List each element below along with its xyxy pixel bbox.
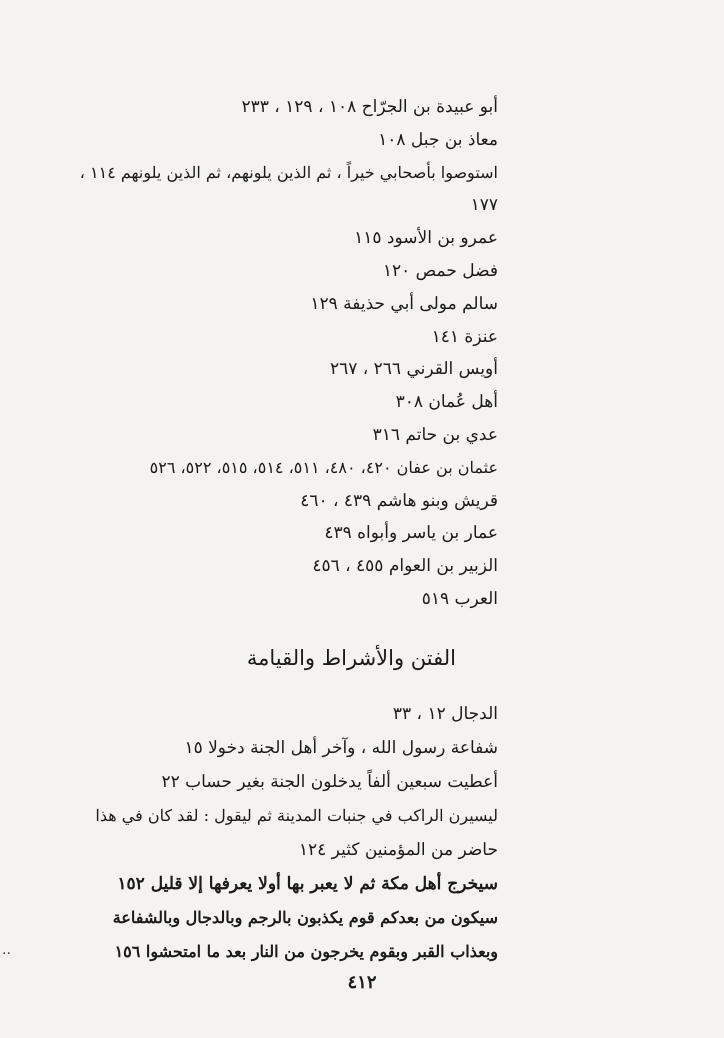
margin-mark: .. <box>2 942 11 958</box>
index-entry: أويس القرني ٢٦٦ ، ٢٦٧ <box>329 359 498 380</box>
index-entry: سالم مولى أبي حذيفة ١٢٩ <box>310 293 498 314</box>
index-entry: الدجال ١٢ ، ٣٣ <box>392 704 498 724</box>
index-entry: ليسيرن الراكب في جنبات المدينة ثم ليقول : لقد كان في هذا <box>95 806 498 825</box>
index-entry: فضل حمص ١٢٠ <box>382 260 498 281</box>
index-entry: عدي بن حاتم ٣١٦ <box>372 424 498 445</box>
index-entry: قريش وبنو هاشم ٤٣٩ ، ٤٦٠ <box>300 490 498 511</box>
index-entry: أبو عبيدة بن الجرّاح ١٠٨ ، ١٢٩ ، ٢٣٣ <box>241 97 498 117</box>
index-list-companions <box>28 91 498 616</box>
index-entry: شفاعة رسول الله ، وآخر أهل الجنة دخولا ١٥ <box>184 738 498 758</box>
index-entry-continuation: حاضر من المؤمنين كثير ١٢٤ <box>298 840 498 860</box>
index-entry: أعطيت سبعين ألفاً يدخلون الجنة بغير حساب ٢٢ <box>161 772 498 792</box>
index-list-trials <box>28 697 498 969</box>
index-entry-continuation: وبعذاب القبر وبقوم يخرجون من النار بعد ما امتحشوا ١٥٦ <box>114 942 498 961</box>
index-entry: الزبير بن العوام ٤٥٥ ، ٤٥٦ <box>312 556 498 577</box>
index-entry: سيكون من بعدكم قوم يكذبون بالرجم وبالدجال وبالشفاعة <box>112 908 498 927</box>
section-heading: الفتن والأشراط والقيامة <box>246 646 456 670</box>
index-entry: معاذ بن جبل ١٠٨ <box>378 129 498 150</box>
index-entry: أهل عُمان ٣٠٨ <box>395 392 498 413</box>
index-entry: عمار بن ياسر وأبواه ٤٣٩ <box>324 523 498 544</box>
index-entry: استوصوا بأصحابي خيراً ، ثم الذين يلونهم، ثم الذين يلونهم ١١٤ ، <box>79 162 498 182</box>
page-number: ٤١٢ <box>347 972 377 993</box>
index-entry: عمرو بن الأسود ١١٥ <box>354 228 498 249</box>
index-entry: عثمان بن عفان ٤٢٠، ٤٨٠، ٥١١، ٥١٤، ٥١٥، ٥٢٢، ٥٢٦ <box>149 457 498 477</box>
index-entry: العرب ٥١٩ <box>421 588 498 609</box>
index-entry: عنزة ١٤١ <box>431 326 498 347</box>
index-entry-continuation: ١٧٧ <box>470 195 498 216</box>
index-entry: سيخرج أهل مكة ثم لا يعبر بها أولا يعرفها إلا قليل ١٥٢ <box>117 874 498 894</box>
